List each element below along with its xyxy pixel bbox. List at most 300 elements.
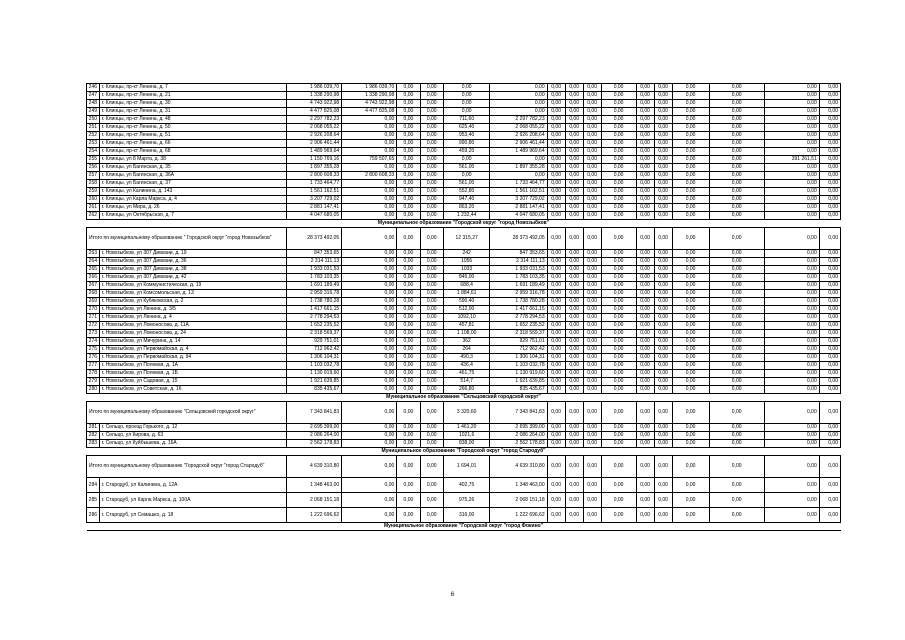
value-cell: 0,00 bbox=[565, 346, 583, 354]
value-cell: 264 bbox=[443, 346, 490, 354]
value-cell: 461,75 bbox=[443, 370, 490, 378]
subtotal-value-cell: 28 373 492,05 bbox=[287, 228, 342, 250]
value-cell: 0,00 bbox=[443, 84, 490, 92]
value-cell: 0,00 bbox=[601, 100, 636, 108]
value-cell: 0,00 bbox=[709, 212, 764, 220]
subtotal-value-cell: 28 373 492,05 bbox=[490, 228, 547, 250]
value-cell: 552,80 bbox=[443, 188, 490, 196]
value-cell: 0,00 bbox=[547, 92, 565, 100]
value-cell: 0,00 bbox=[420, 306, 443, 314]
value-cell: 0,00 bbox=[342, 298, 397, 306]
row-number-cell: 270 bbox=[87, 306, 100, 314]
address-cell: г. Клинцы, ул Багинская, д. 37 bbox=[99, 180, 286, 188]
value-cell: 0,00 bbox=[397, 258, 420, 266]
row-number-cell: 271 bbox=[87, 314, 100, 322]
value-cell: 1033 bbox=[443, 266, 490, 274]
subtotal-value-cell: 0,00 bbox=[764, 402, 819, 424]
value-cell: 0,00 bbox=[397, 298, 420, 306]
value-cell: 1 691 189,49 bbox=[490, 282, 547, 290]
value-cell: 0,00 bbox=[672, 180, 709, 188]
value-cell: 0,00 bbox=[397, 84, 420, 92]
value-cell: 0,00 bbox=[583, 440, 601, 448]
value-cell: 0,00 bbox=[583, 212, 601, 220]
value-cell: 0,00 bbox=[636, 140, 654, 148]
value-cell: 0,00 bbox=[672, 108, 709, 116]
value-cell: 0,00 bbox=[583, 282, 601, 290]
section-header-row bbox=[87, 394, 841, 402]
row-number-cell: 284 bbox=[87, 478, 100, 493]
value-cell: 0,00 bbox=[709, 306, 764, 314]
value-cell: 2 881 147,41 bbox=[490, 204, 547, 212]
value-cell: 0,00 bbox=[601, 478, 636, 493]
value-cell: 0,00 bbox=[565, 148, 583, 156]
section-header-row bbox=[87, 448, 841, 456]
value-cell: 0,00 bbox=[654, 298, 672, 306]
value-cell: 0,00 bbox=[654, 314, 672, 322]
row-number-cell: 248 bbox=[87, 100, 100, 108]
value-cell: 0,00 bbox=[583, 140, 601, 148]
table-row bbox=[87, 266, 841, 274]
row-number-cell: 280 bbox=[87, 386, 100, 394]
value-cell: 0,00 bbox=[636, 84, 654, 92]
value-cell: 1056 bbox=[443, 258, 490, 266]
value-cell: 0,00 bbox=[672, 306, 709, 314]
value-cell: 0,00 bbox=[420, 250, 443, 258]
value-cell: 0,00 bbox=[397, 424, 420, 432]
value-cell: 0,00 bbox=[342, 204, 397, 212]
value-cell: 0,00 bbox=[490, 108, 547, 116]
value-cell: 2 959 316,78 bbox=[287, 290, 342, 298]
value-cell: 0,00 bbox=[342, 493, 397, 508]
subtotal-value-cell: 0,00 bbox=[636, 456, 654, 478]
value-cell: 0,00 bbox=[709, 432, 764, 440]
value-cell: 0,00 bbox=[764, 378, 819, 386]
value-cell: 0,00 bbox=[565, 282, 583, 290]
table-row bbox=[87, 212, 841, 220]
value-cell: 0,00 bbox=[420, 180, 443, 188]
table-row bbox=[87, 156, 841, 164]
row-number-cell: 262 bbox=[87, 212, 100, 220]
value-cell: 0,00 bbox=[654, 196, 672, 204]
value-cell: 2 297 782,23 bbox=[490, 116, 547, 124]
value-cell: 0,00 bbox=[547, 132, 565, 140]
value-cell: 0,00 bbox=[764, 314, 819, 322]
value-cell: 0,00 bbox=[583, 204, 601, 212]
value-cell: 0,00 bbox=[709, 140, 764, 148]
value-cell: 0,00 bbox=[819, 132, 840, 140]
value-cell: 0,00 bbox=[601, 440, 636, 448]
value-cell: 0,00 bbox=[583, 362, 601, 370]
value-cell: 0,00 bbox=[764, 274, 819, 282]
value-cell: 0,00 bbox=[420, 493, 443, 508]
value-cell: 1 733 464,77 bbox=[287, 180, 342, 188]
subtotal-value-cell: 0,00 bbox=[565, 456, 583, 478]
value-cell: 0,00 bbox=[764, 330, 819, 338]
section-title: Муниципальное образование "Сельцовский городской округ" bbox=[87, 394, 841, 402]
value-cell: 0,00 bbox=[709, 84, 764, 92]
value-cell: 0,00 bbox=[764, 124, 819, 132]
value-cell: 2 695 399,00 bbox=[490, 424, 547, 432]
value-cell: 0,00 bbox=[636, 306, 654, 314]
value-cell: 0,00 bbox=[420, 92, 443, 100]
value-cell: 0,00 bbox=[819, 306, 840, 314]
value-cell: 0,00 bbox=[420, 378, 443, 386]
address-cell: г. Стародуб, ул Карла Маркса, д. 100А bbox=[99, 493, 286, 508]
value-cell: 0,00 bbox=[583, 148, 601, 156]
value-cell: 0,00 bbox=[583, 196, 601, 204]
table-body bbox=[87, 84, 841, 531]
value-cell: 0,00 bbox=[636, 156, 654, 164]
value-cell: 0,00 bbox=[636, 322, 654, 330]
value-cell: 0,00 bbox=[443, 92, 490, 100]
value-cell: 0,00 bbox=[565, 338, 583, 346]
value-cell: 0,00 bbox=[420, 116, 443, 124]
value-cell: 0,00 bbox=[583, 386, 601, 394]
subtotal-value-cell: 0,00 bbox=[342, 456, 397, 478]
value-cell: 0,00 bbox=[636, 282, 654, 290]
row-number-cell: 252 bbox=[87, 132, 100, 140]
value-cell: 0,00 bbox=[819, 298, 840, 306]
value-cell: 0,00 bbox=[654, 188, 672, 196]
value-cell: 0,00 bbox=[583, 298, 601, 306]
value-cell: 2 318 569,37 bbox=[287, 330, 342, 338]
value-cell: 0,00 bbox=[636, 274, 654, 282]
value-cell: 0,00 bbox=[601, 164, 636, 172]
row-number-cell: 268 bbox=[87, 290, 100, 298]
value-cell: 4 047 680,05 bbox=[490, 212, 547, 220]
value-cell: 0,00 bbox=[764, 100, 819, 108]
value-cell: 0,00 bbox=[342, 274, 397, 282]
value-cell: 0,00 bbox=[583, 314, 601, 322]
row-number-cell: 258 bbox=[87, 180, 100, 188]
row-number-cell: 254 bbox=[87, 148, 100, 156]
value-cell: 0,00 bbox=[654, 124, 672, 132]
value-cell: 0,00 bbox=[420, 188, 443, 196]
value-cell: 0,00 bbox=[601, 266, 636, 274]
value-cell: 0,00 bbox=[709, 274, 764, 282]
address-cell: г. Новозыбков, ул Полевая, д. 1А bbox=[99, 362, 286, 370]
subtotal-value-cell: 0,00 bbox=[583, 228, 601, 250]
value-cell: 0,00 bbox=[654, 386, 672, 394]
value-cell: 0,00 bbox=[764, 478, 819, 493]
value-cell: 0,00 bbox=[420, 156, 443, 164]
value-cell: 0,00 bbox=[565, 274, 583, 282]
value-cell: 0,00 bbox=[636, 188, 654, 196]
value-cell: 1021,6 bbox=[443, 432, 490, 440]
value-cell: 0,00 bbox=[601, 362, 636, 370]
value-cell: 242 bbox=[443, 250, 490, 258]
value-cell: 0,00 bbox=[819, 258, 840, 266]
value-cell: 0,00 bbox=[397, 330, 420, 338]
value-cell: 0,00 bbox=[342, 330, 397, 338]
row-number-cell: 249 bbox=[87, 108, 100, 116]
value-cell: 0,00 bbox=[583, 92, 601, 100]
value-cell: 0,00 bbox=[420, 212, 443, 220]
value-cell: 0,00 bbox=[547, 204, 565, 212]
row-number-cell: 253 bbox=[87, 140, 100, 148]
subtotal-row bbox=[87, 228, 841, 250]
value-cell: 0,00 bbox=[764, 188, 819, 196]
value-cell: 0,00 bbox=[420, 100, 443, 108]
value-cell: 0,00 bbox=[819, 124, 840, 132]
value-cell: 0,00 bbox=[819, 92, 840, 100]
value-cell: 0,00 bbox=[420, 424, 443, 432]
value-cell: 929 751,01 bbox=[490, 338, 547, 346]
value-cell: 0,00 bbox=[420, 172, 443, 180]
value-cell: 0,00 bbox=[709, 100, 764, 108]
value-cell: 0,00 bbox=[654, 204, 672, 212]
table-row bbox=[87, 282, 841, 290]
value-cell: 0,00 bbox=[672, 148, 709, 156]
value-cell: 0,00 bbox=[342, 148, 397, 156]
value-cell: 0,00 bbox=[654, 478, 672, 493]
value-cell: 0,00 bbox=[819, 188, 840, 196]
value-cell: 0,00 bbox=[547, 298, 565, 306]
value-cell: 0,00 bbox=[583, 508, 601, 523]
value-cell: 0,00 bbox=[565, 140, 583, 148]
table-row bbox=[87, 196, 841, 204]
value-cell: 0,00 bbox=[583, 124, 601, 132]
value-cell: 0,00 bbox=[583, 322, 601, 330]
value-cell: 0,00 bbox=[636, 386, 654, 394]
value-cell: 0,00 bbox=[764, 370, 819, 378]
value-cell: 0,00 bbox=[764, 346, 819, 354]
value-cell: 0,00 bbox=[672, 282, 709, 290]
value-cell: 0,00 bbox=[397, 322, 420, 330]
value-cell: 0,00 bbox=[672, 124, 709, 132]
value-cell: 0,00 bbox=[601, 156, 636, 164]
value-cell: 0,00 bbox=[565, 362, 583, 370]
value-cell: 0,00 bbox=[420, 290, 443, 298]
value-cell: 0,00 bbox=[547, 322, 565, 330]
subtotal-value-cell: 0,00 bbox=[547, 228, 565, 250]
table-row bbox=[87, 116, 841, 124]
value-cell: 0,00 bbox=[547, 140, 565, 148]
value-cell: 0,00 bbox=[654, 274, 672, 282]
value-cell: 459,20 bbox=[443, 148, 490, 156]
row-number-cell: 285 bbox=[87, 493, 100, 508]
value-cell: 457,81 bbox=[443, 322, 490, 330]
value-cell: 0,00 bbox=[397, 306, 420, 314]
table-row bbox=[87, 330, 841, 338]
value-cell: 0,00 bbox=[654, 330, 672, 338]
value-cell: 0,00 bbox=[709, 258, 764, 266]
value-cell: 1 150 769,16 bbox=[287, 156, 342, 164]
value-cell: 0,00 bbox=[583, 132, 601, 140]
value-cell: 1 489 969,64 bbox=[287, 148, 342, 156]
value-cell: 0,00 bbox=[654, 322, 672, 330]
address-cell: г. Клинцы, ул Карла Маркса, д. 4 bbox=[99, 196, 286, 204]
value-cell: 0,00 bbox=[654, 92, 672, 100]
value-cell: 0,00 bbox=[764, 148, 819, 156]
value-cell: 0,00 bbox=[397, 188, 420, 196]
value-cell: 0,00 bbox=[819, 180, 840, 188]
value-cell: 0,00 bbox=[764, 164, 819, 172]
value-cell: 266,80 bbox=[443, 386, 490, 394]
table-row bbox=[87, 172, 841, 180]
value-cell: 0,00 bbox=[764, 432, 819, 440]
value-cell: 2 068 055,22 bbox=[490, 124, 547, 132]
value-cell: 0,00 bbox=[636, 148, 654, 156]
value-cell: 0,00 bbox=[709, 338, 764, 346]
table-row bbox=[87, 188, 841, 196]
value-cell: 590,40 bbox=[443, 298, 490, 306]
value-cell: 0,00 bbox=[565, 156, 583, 164]
table-row bbox=[87, 290, 841, 298]
value-cell: 0,00 bbox=[819, 386, 840, 394]
value-cell: 2 068 151,18 bbox=[490, 493, 547, 508]
capital-repair-table bbox=[86, 83, 841, 531]
value-cell: 0,00 bbox=[709, 250, 764, 258]
subtotal-value-cell: 0,00 bbox=[672, 456, 709, 478]
value-cell: 0,00 bbox=[583, 478, 601, 493]
address-cell: г. Новозыбков, ул Ломоносова, д. 11А bbox=[99, 322, 286, 330]
value-cell: 0,00 bbox=[601, 424, 636, 432]
value-cell: 1 348 463,00 bbox=[490, 478, 547, 493]
address-cell: г. Клинцы, пр-кт Ленина, д. 21 bbox=[99, 92, 286, 100]
value-cell: 1092,10 bbox=[443, 314, 490, 322]
section-header-row bbox=[87, 523, 841, 531]
value-cell: 0,00 bbox=[601, 124, 636, 132]
subtotal-value-cell: 0,00 bbox=[342, 402, 397, 424]
value-cell: 0,00 bbox=[654, 493, 672, 508]
value-cell: 0,00 bbox=[565, 108, 583, 116]
value-cell: 0,00 bbox=[397, 92, 420, 100]
value-cell: 1 884,61 bbox=[443, 290, 490, 298]
row-number-cell: 263 bbox=[87, 250, 100, 258]
value-cell: 975,26 bbox=[443, 493, 490, 508]
address-cell: г. Новозыбков, ул Ломоносова, д. 24 bbox=[99, 330, 286, 338]
address-cell: г. Стародуб, ул Семашко, д. 18 bbox=[99, 508, 286, 523]
value-cell: 0,00 bbox=[764, 306, 819, 314]
value-cell: 0,00 bbox=[601, 386, 636, 394]
value-cell: 0,00 bbox=[583, 370, 601, 378]
value-cell: 0,00 bbox=[601, 172, 636, 180]
section-title: Муниципальное образование "Городской округ "город Новозыбков" bbox=[87, 220, 841, 228]
value-cell: 4 743 922,98 bbox=[342, 100, 397, 108]
value-cell: 2 778 294,53 bbox=[490, 314, 547, 322]
value-cell: 4 743 922,98 bbox=[287, 100, 342, 108]
value-cell: 0,00 bbox=[601, 338, 636, 346]
value-cell: 0,00 bbox=[672, 156, 709, 164]
value-cell: 0,00 bbox=[583, 100, 601, 108]
value-cell: 0,00 bbox=[819, 290, 840, 298]
table-row bbox=[87, 258, 841, 266]
value-cell: 1 921 639,85 bbox=[490, 378, 547, 386]
value-cell: 0,00 bbox=[583, 378, 601, 386]
value-cell: 0,00 bbox=[601, 258, 636, 266]
value-cell: 2 297 782,23 bbox=[287, 116, 342, 124]
value-cell: 0,00 bbox=[601, 346, 636, 354]
value-cell: 0,00 bbox=[565, 116, 583, 124]
value-cell: 1 108,00 bbox=[443, 330, 490, 338]
value-cell: 0,00 bbox=[819, 330, 840, 338]
value-cell: 2 800 608,33 bbox=[287, 172, 342, 180]
subtotal-value-cell: 12 315,27 bbox=[443, 228, 490, 250]
value-cell: 835 435,67 bbox=[287, 386, 342, 394]
address-cell: г. Новозыбков, ул Ленина, д. 4 bbox=[99, 314, 286, 322]
value-cell: 0,00 bbox=[672, 298, 709, 306]
value-cell: 0,00 bbox=[420, 258, 443, 266]
value-cell: 0,00 bbox=[601, 140, 636, 148]
value-cell: 0,00 bbox=[397, 212, 420, 220]
register-sheet bbox=[86, 83, 841, 531]
value-cell: 0,00 bbox=[342, 164, 397, 172]
value-cell: 0,00 bbox=[601, 180, 636, 188]
row-number-cell: 286 bbox=[87, 508, 100, 523]
value-cell: 1 933 031,53 bbox=[287, 266, 342, 274]
value-cell: 0,00 bbox=[672, 338, 709, 346]
value-cell: 0,00 bbox=[547, 274, 565, 282]
value-cell: 0,00 bbox=[654, 100, 672, 108]
value-cell: 0,00 bbox=[709, 204, 764, 212]
value-cell: 0,00 bbox=[636, 362, 654, 370]
value-cell: 0,00 bbox=[764, 298, 819, 306]
value-cell: 0,00 bbox=[420, 330, 443, 338]
value-cell: 4 477 825,08 bbox=[342, 108, 397, 116]
value-cell: 0,00 bbox=[397, 314, 420, 322]
value-cell: 0,00 bbox=[636, 432, 654, 440]
value-cell: 0,00 bbox=[342, 124, 397, 132]
value-cell: 0,00 bbox=[672, 432, 709, 440]
row-number-cell: 277 bbox=[87, 362, 100, 370]
subtotal-value-cell: 0,00 bbox=[709, 228, 764, 250]
row-number-cell: 259 bbox=[87, 188, 100, 196]
table-row bbox=[87, 274, 841, 282]
value-cell: 1 222 696,62 bbox=[287, 508, 342, 523]
value-cell: 0,00 bbox=[583, 164, 601, 172]
address-cell: г. Клинцы, пр-кт Ленина, д. 50 bbox=[99, 124, 286, 132]
value-cell: 0,00 bbox=[636, 180, 654, 188]
value-cell: 391 261,51 bbox=[764, 156, 819, 164]
value-cell: 0,00 bbox=[819, 148, 840, 156]
value-cell: 0,00 bbox=[672, 132, 709, 140]
value-cell: 0,00 bbox=[342, 196, 397, 204]
value-cell: 0,00 bbox=[764, 424, 819, 432]
value-cell: 0,00 bbox=[420, 432, 443, 440]
value-cell: 0,00 bbox=[397, 386, 420, 394]
value-cell: 0,00 bbox=[764, 290, 819, 298]
value-cell: 0,00 bbox=[565, 386, 583, 394]
table-row bbox=[87, 362, 841, 370]
value-cell: 953,40 bbox=[443, 132, 490, 140]
value-cell: 0,00 bbox=[819, 100, 840, 108]
value-cell: 2 695 399,00 bbox=[287, 424, 342, 432]
value-cell: 0,00 bbox=[709, 290, 764, 298]
table-row bbox=[87, 370, 841, 378]
value-cell: 490,3 bbox=[443, 354, 490, 362]
value-cell: 0,00 bbox=[397, 172, 420, 180]
value-cell: 1 783 103,35 bbox=[490, 274, 547, 282]
address-cell: г. Новозыбков, ул Коммунистическая, д. 19 bbox=[99, 282, 286, 290]
value-cell: 0,00 bbox=[672, 424, 709, 432]
value-cell: 0,00 bbox=[547, 378, 565, 386]
value-cell: 0,00 bbox=[420, 148, 443, 156]
value-cell: 0,00 bbox=[397, 156, 420, 164]
value-cell: 0,00 bbox=[819, 354, 840, 362]
value-cell: 0,00 bbox=[397, 196, 420, 204]
subtotal-value-cell: 0,00 bbox=[819, 402, 840, 424]
row-number-cell: 269 bbox=[87, 298, 100, 306]
subtotal-value-cell: 0,00 bbox=[547, 456, 565, 478]
subtotal-value-cell: 0,00 bbox=[654, 402, 672, 424]
subtotal-value-cell: 0,00 bbox=[397, 228, 420, 250]
value-cell: 0,00 bbox=[709, 188, 764, 196]
value-cell: 0,00 bbox=[420, 298, 443, 306]
value-cell: 0,00 bbox=[565, 424, 583, 432]
row-number-cell: 255 bbox=[87, 156, 100, 164]
value-cell: 0,00 bbox=[342, 478, 397, 493]
